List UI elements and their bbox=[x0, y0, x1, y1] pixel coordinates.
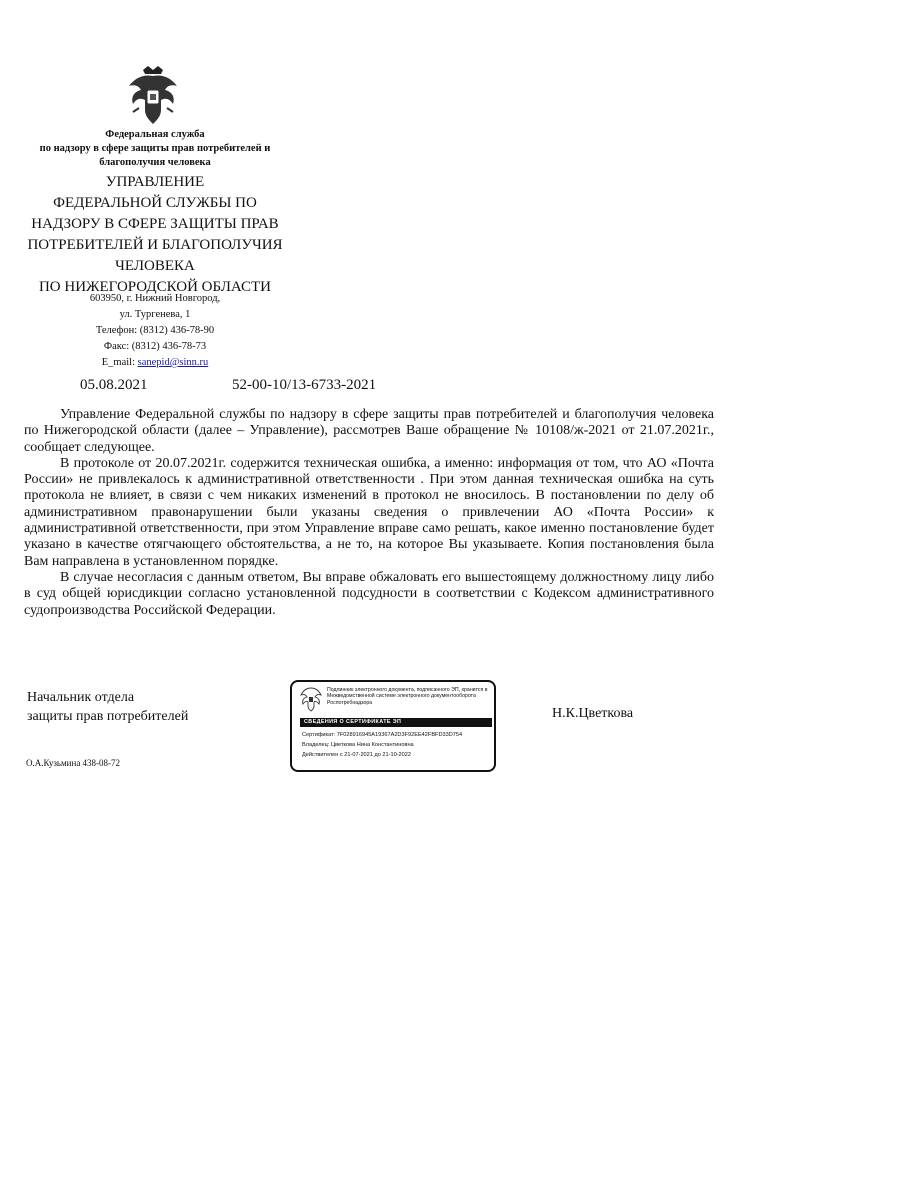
stamp-title: СВЕДЕНИЯ О СЕРТИФИКАТЕ ЭП bbox=[300, 718, 492, 727]
document-date: 05.08.2021 bbox=[80, 377, 148, 393]
stamp-certificate: Сертификат: 7F028916945A19367A2D3F92EE42FBFD33D754 bbox=[302, 732, 463, 738]
signatory-name: Н.К.Цветкова bbox=[552, 706, 634, 721]
stamp-emblem-icon bbox=[300, 686, 322, 712]
stamp-validity: Действителен с 21-07-2021 до 21-10-2022 bbox=[302, 752, 411, 758]
position-line1: Начальник отдела bbox=[27, 690, 135, 705]
document-reg-number: 52-00-10/13-6733-2021 bbox=[232, 377, 377, 393]
agency-short-name: Федеральная служба по надзору в сфере защиты прав потребителей и благополучия человека bbox=[39, 129, 271, 168]
paragraph-1: Управление Федеральной службы по надзору в сфере защиты прав потребителей и благополучия человека по Нижегородской области (далее – Управление), рассмотрев Ваше обращение № 10108/ж-2021 от 21.07.2021г., сообщает следующее. bbox=[24, 407, 714, 455]
address-line1: 603950, г. Нижний Новгород, bbox=[89, 293, 221, 304]
agency-contacts bbox=[60, 291, 250, 371]
coat-of-arms-emblem bbox=[125, 64, 181, 126]
email-line bbox=[60, 355, 250, 371]
phone: Телефон: (8312) 436-78-90 bbox=[95, 325, 215, 336]
electronic-signature-stamp bbox=[290, 680, 496, 772]
signatory-position bbox=[27, 688, 188, 726]
fax: Факс: (8312) 436-78-73 bbox=[103, 341, 207, 352]
letter-body bbox=[24, 407, 714, 619]
paragraph-3: В случае несогласия с данным ответом, Вы вправе обжаловать его вышестоящему должностному лицу либо в суд общей юрисдикции согласно установленной подсудности в соответствии с Кодексом административного судопроизводства Российской Федерации. bbox=[24, 569, 714, 618]
email-link[interactable]: sanepid@sinn.ru bbox=[137, 357, 209, 368]
email-label: E_mail: bbox=[101, 357, 138, 368]
position-line2: защиты прав потребителей bbox=[27, 709, 189, 724]
executor-info: О.А.Кузьмина 438-08-72 bbox=[26, 758, 121, 768]
agency-title: УПРАВЛЕНИЕ ФЕДЕРАЛЬНОЙ СЛУЖБЫ ПО НАДЗОРУ В СФЕРЕ ЗАЩИТЫ ПРАВ ПОТРЕБИТЕЛЕЙ И БЛАГОПОЛУЧИЯ ЧЕЛОВЕКА ПО НИЖЕГОРОДСКОЙ ОБЛАСТИ bbox=[27, 174, 283, 295]
stamp-header: Подлинник электронного документа, подписанного ЭП, хранится в Межведомственной системе электронного документооборота Роспотребнадзора bbox=[327, 687, 488, 706]
address-line2: ул. Тургенева, 1 bbox=[119, 309, 191, 320]
stamp-owner: Владелец: Цветкова Нина Константиновна bbox=[302, 742, 414, 748]
paragraph-2: В протоколе от 20.07.2021г. содержится техническая ошибка, а именно: информация от том, что АО «Почта России» не привлекалось к административной ответственности . При этом данная техническая ошибка на суть протокола не влияет, в связи с чем никаких изменений в протокол не вносилось. В постановлении по делу об административном правонарушении были указаны сведения о привлечении АО «Почта России» к административной ответственности, при этом Управление вправе само решать, какое именно постановление будет указано в качестве отягчающего обстоятельства, а не то, на которое Вы указываете. Копия постановления была Вам направлена в установленном порядке. bbox=[24, 455, 714, 569]
